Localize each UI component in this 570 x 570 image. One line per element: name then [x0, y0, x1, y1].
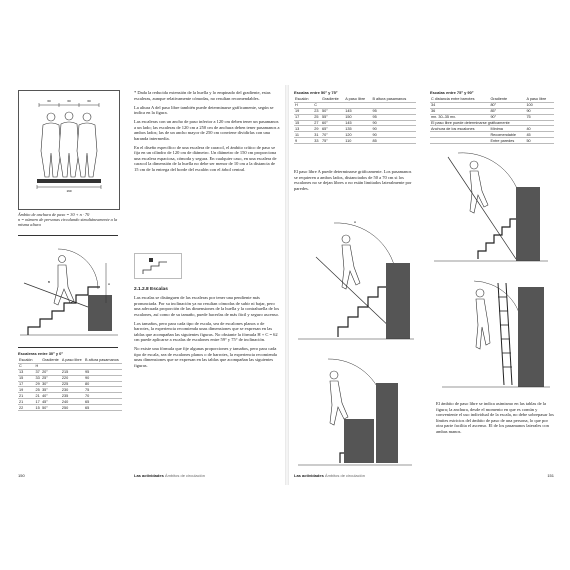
cell: 40	[525, 126, 554, 132]
table-header: B altura pasamanos	[84, 358, 122, 363]
table-row	[430, 138, 554, 144]
cell: 19	[18, 387, 34, 393]
cell: 120	[344, 132, 371, 138]
cell	[430, 138, 489, 144]
folio-chapter: Las actividades	[294, 473, 324, 478]
cell: 29	[313, 126, 321, 132]
cell: 225	[61, 381, 84, 387]
right-paragraph-2: El ámbito de paso libre se indica asimismo en las tablas de la figura; la anchura, desde el momento en que es común y conveniente el uso individual de la escala, no debe sobrepasar los límites estrictos del ámbito de paso de una persona, lo que por otra parte facilita el ascenso. El de los pasamanos laterales con ambas manos.	[436, 401, 554, 434]
cell: 50°	[321, 108, 344, 114]
cell: 95	[371, 114, 416, 120]
table-header: A paso libre	[525, 97, 554, 102]
cell: 135	[344, 126, 371, 132]
cell: 15	[35, 405, 40, 410]
cell: 15	[294, 120, 313, 126]
cell: 25	[313, 114, 321, 120]
table-subheader: C	[313, 102, 321, 108]
cell: 45°	[41, 399, 61, 405]
cell: 90	[84, 375, 122, 381]
cell: Recomendable	[489, 132, 525, 138]
cell: 60°	[321, 120, 344, 126]
paragraph: En el diseño específico de una escalera de caracol, el ámbito crítico de paso se fija en un cilindro de 120 cm de diámetro. Un diámetro de 150 cm proporciona una escalera espaciosa, cómoda y segura. En cualquier caso, en una escalera de caracol la dimensión de la huella no debe ser menor de 10 cm a la distancia de 15 cm de la entrega del borde del escalón con el árbol central.	[134, 144, 277, 172]
cell: 230	[61, 387, 84, 393]
figure-stair-person	[18, 243, 122, 339]
cell: Mínima	[489, 126, 525, 132]
cell: 13	[18, 369, 34, 375]
cell: 90	[371, 120, 416, 126]
cell: 145	[344, 108, 371, 114]
folio-sub: Ámbitos de circulación	[324, 473, 365, 478]
cell: 75°	[321, 138, 344, 144]
paragraph: Los tamaños, pero para cada tipo de escala, sea de escalones planos o de barrotes, la experiencia recomienda unas dimensiones que se expresan en las tablas que acompañan las siguientes figuras. No obstante la fórmula H + C = 62 cm puede aplicarse a escalas de escalones entre 59° y 75° de inclinación.	[134, 320, 278, 342]
left-table-title: Escaleras entre 30° y 0°	[18, 351, 64, 356]
cell: 22	[18, 405, 34, 411]
left-rule-1	[18, 235, 118, 236]
right-page	[290, 85, 558, 485]
cell: 31	[313, 132, 321, 138]
cell: 90	[525, 108, 554, 114]
right-table2-block	[430, 90, 554, 144]
section-title: 2.1.2.8 Escalas	[134, 287, 168, 292]
table-header: B altura pasamanos	[371, 97, 416, 102]
label-B-left: B	[48, 280, 51, 284]
gutter	[285, 85, 289, 485]
label-A-right: A	[354, 220, 357, 224]
figure-stair-steep-lower	[294, 353, 416, 469]
right-table1-title: Escalas entre 50° y 75°	[294, 90, 338, 95]
paragraph: La altura A del paso libre también puede determinarse gráficamente, según se indica en la figura.	[134, 104, 274, 115]
cell: 240	[61, 399, 84, 405]
dim-190: 190	[66, 189, 72, 193]
cell: 50°	[41, 405, 61, 411]
table-subheader: C	[18, 363, 34, 369]
cell: 30°	[41, 381, 61, 387]
cell: 215	[61, 369, 84, 375]
cell: 110	[344, 138, 371, 144]
cell: 70	[84, 393, 122, 399]
page-number: 151	[547, 473, 554, 478]
cell: 34	[430, 102, 489, 108]
cell: 70°	[321, 132, 344, 138]
page-number: 150	[18, 473, 25, 478]
table-subheader: H	[294, 102, 313, 108]
table-header: A paso libre	[344, 97, 371, 102]
cell: 11	[294, 132, 313, 138]
cell: 15	[18, 375, 34, 381]
left-table	[18, 358, 122, 411]
paragraph: * Dada la reducida extensión de la huella y lo empinado del gradiente, estas escaleras, aunque relativamente cómodas, no resultan recomendables.	[134, 90, 271, 101]
cell: 150	[344, 114, 371, 120]
dim-60-c: 60	[87, 99, 91, 103]
cell: Entre paredes	[489, 138, 525, 144]
table-header: Gradiente	[489, 97, 525, 102]
cell: 25°	[41, 375, 61, 381]
folio-sub: Ámbitos de circulación	[164, 473, 205, 478]
people-width-drawing	[19, 91, 119, 209]
cell: 21	[18, 393, 34, 399]
cell: 65	[84, 405, 122, 411]
left-text-column-2	[134, 285, 280, 372]
cell: 75	[525, 114, 554, 120]
cell: 100	[525, 102, 554, 108]
right-table2-title: Escalas entre 75° y 90°	[430, 90, 474, 95]
cell: 235	[61, 393, 84, 399]
cell: 95	[84, 369, 122, 375]
cell: 85	[371, 138, 416, 144]
cell: 95	[371, 108, 416, 114]
right-paragraph-1: El paso libre A puede determinarse gráficamente. Los pasamanos se requieren a ambos lados, distanciados de 50 a 70 cm si los escalones no se dejan libres o no están limitados lateralmente por paredes.	[294, 169, 412, 191]
cell: 45	[525, 132, 554, 138]
paragraph: Las escalas se distinguen de las escaleras por tener una pendiente más pronunciada. Por su inclinación ya no resultan cómodas de subir ni bajar, pero una adecuada proporción de las dimensiones de la huella y la contrahuella de los escalones, así como de su tamaño, puede hacerlas de más fácil y seguro ascenso.	[134, 295, 280, 317]
cell: mn. 30–35 mx.	[430, 114, 489, 120]
table-header: C distancia entre barrotes	[430, 97, 489, 102]
left-rule-2	[18, 347, 118, 348]
cell: 220	[61, 375, 84, 381]
figure-spiral-detail	[134, 253, 182, 279]
figure-ladder	[438, 273, 554, 391]
cell: 13	[294, 126, 313, 132]
cell: 17	[294, 114, 313, 120]
cell: 23	[313, 108, 321, 114]
cell: 55°	[321, 114, 344, 120]
figure-stair-climber	[294, 213, 416, 345]
left-table-block	[18, 351, 122, 411]
cell: 9	[294, 138, 313, 144]
label-A-left: A	[108, 282, 111, 286]
figure-steep-stair	[428, 147, 554, 267]
folio-chapter: Las actividades	[134, 473, 164, 478]
table-header: Gradiente	[41, 358, 61, 363]
cell: 27	[313, 120, 321, 126]
cell: 85°	[489, 108, 525, 114]
cell: 25	[35, 387, 40, 392]
cell: 17	[18, 381, 34, 387]
dim-60-b: 60	[67, 99, 71, 103]
paragraph: No existe una fórmula que fije algunas proporciones y tamaños, pero para cada tipo de escala, sea de escalones planos o de barrotes, la experiencia recomienda unas dimensiones que se expresan en las tablas que acompañan las siguientes figuras.	[134, 346, 277, 368]
cell: 75	[84, 387, 122, 393]
cell: 80	[84, 381, 122, 387]
cell: 90°	[489, 114, 525, 120]
cell: 21	[35, 393, 40, 398]
table-header: A paso libre	[61, 358, 84, 363]
cell: Anchura de los escalones	[430, 126, 489, 132]
right-table2	[430, 97, 554, 144]
cell: 90	[371, 126, 416, 132]
cell: 145	[344, 120, 371, 126]
dim-60-a: 60	[47, 99, 51, 103]
figure-people-width	[18, 90, 120, 210]
cell: 40°	[41, 393, 61, 399]
spiral-detail-drawing	[135, 254, 181, 278]
table-header: Gradiente	[321, 97, 344, 102]
book-spread	[14, 85, 558, 485]
cell: 90	[371, 132, 416, 138]
figure-caption: Ámbito de anchura de paso = 30 + n · 70 n = número de personas circulando simultáneamente a la misma altura	[18, 212, 118, 228]
paragraph: Las escaleras con un ancho de paso inferior a 120 cm deben tener un pasamanos a un lado; las escaleras de 120 cm a 250 cm de anchura deben tener pasamanos a ambos lados; las de un ancho mayor de 250 cm conviene dividirlas con una baranda intermedia.	[134, 119, 280, 141]
table-subheader: H	[34, 363, 41, 369]
table-header: Escalón	[294, 97, 313, 102]
right-table1-block	[294, 90, 416, 144]
cell: El paso libre puede determinarse gráficamente	[430, 120, 554, 126]
left-folio	[18, 473, 280, 478]
cell: 19	[294, 108, 313, 114]
cell: 65	[84, 399, 122, 405]
cell: 250	[61, 405, 84, 411]
cell: 29	[35, 382, 40, 386]
left-text-column	[134, 90, 280, 176]
cell: 33	[313, 138, 321, 144]
table-row	[294, 138, 416, 144]
table-header: Escalón	[19, 358, 33, 363]
cell: 17	[35, 399, 40, 404]
cell: 36	[430, 108, 489, 114]
cell: 21	[18, 399, 34, 405]
cell: 35°	[41, 387, 61, 393]
right-folio	[294, 473, 554, 478]
cell: 20°	[41, 369, 61, 375]
cell: 33	[35, 376, 40, 381]
table-row	[18, 405, 122, 411]
cell: 37	[35, 370, 40, 375]
cell: 50	[525, 138, 554, 144]
cell: 80°	[489, 102, 525, 108]
cell: 65°	[321, 126, 344, 132]
left-page	[14, 85, 284, 485]
right-table1	[294, 97, 416, 144]
